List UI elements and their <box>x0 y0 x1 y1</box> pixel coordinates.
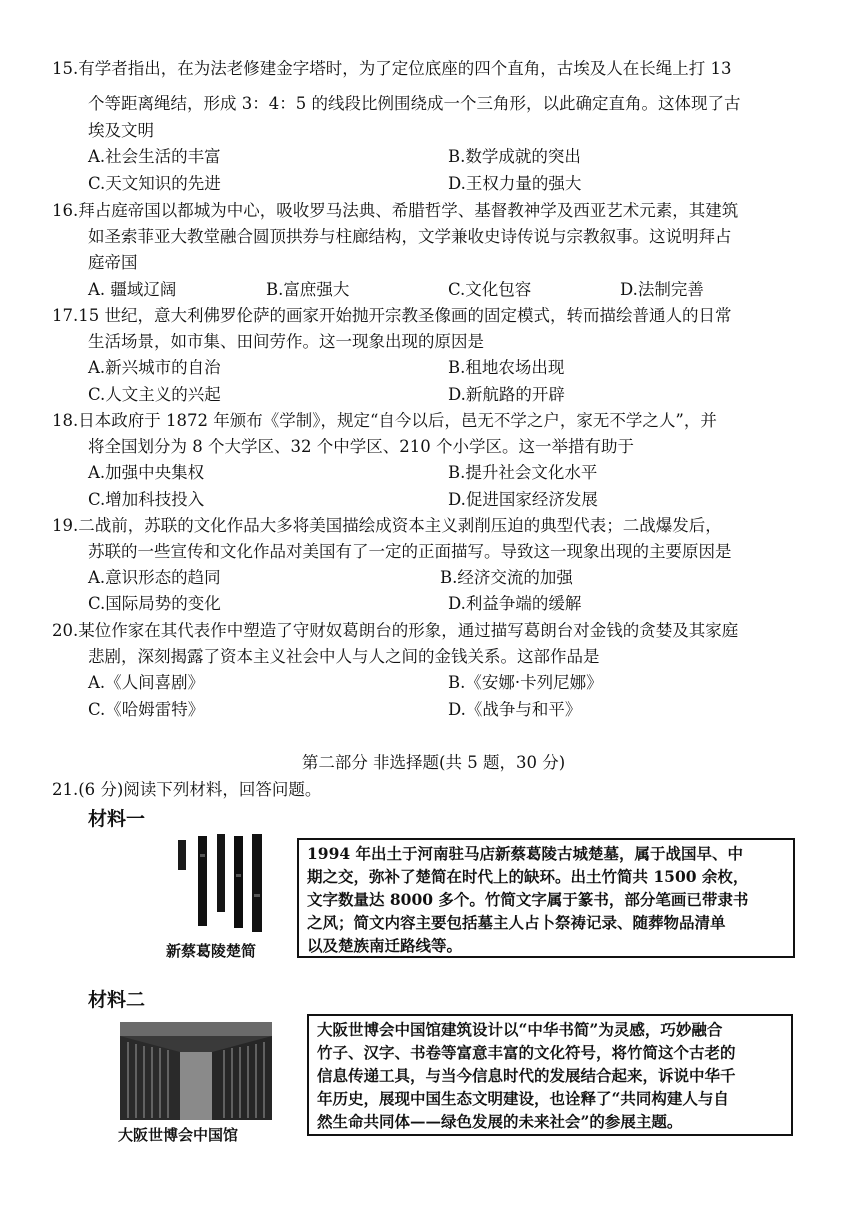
option-c: C.《哈姆雷特》 <box>88 700 205 719</box>
option-a: A.意识形态的趋同 <box>88 568 221 587</box>
option-d: D.王权力量的强大 <box>448 174 582 193</box>
material-line: 期之交，弥补了楚简在时代上的缺环。出土竹简共 1500 余枚， <box>307 867 749 886</box>
option-d: D.新航路的开辟 <box>448 385 565 404</box>
material-line: 竹子、汉字、书卷等富意丰富的文化符号，将竹简这个古老的 <box>317 1043 736 1062</box>
question-stem-line: 将全国划分为 8 个大学区、32 个中学区、210 个小学区。这一举措有助于 <box>88 437 634 456</box>
option-b: B.《安娜·卡列尼娜》 <box>448 673 603 692</box>
option-a: A.社会生活的丰富 <box>88 147 221 166</box>
material-2-text-box <box>307 1014 793 1136</box>
question-stem-line: 埃及文明 <box>88 121 154 140</box>
option-b: B.租地农场出现 <box>448 358 565 377</box>
option-b: B.提升社会文化水平 <box>448 463 598 482</box>
material-1-caption: 新蔡葛陵楚简 <box>166 942 257 960</box>
material-line: 信息传递工具，与当今信息时代的发展结合起来，诉说中华千 <box>317 1066 736 1085</box>
material-2-label: 材料二 <box>88 989 146 1011</box>
material-line: 以及楚族南迁路线等。 <box>307 936 463 955</box>
option-c: C.增加科技投入 <box>88 490 205 509</box>
material-line: 大阪世博会中国馆建筑设计以“中华书简”为灵感，巧妙融合 <box>317 1020 723 1039</box>
option-a: A. 疆域辽阔 <box>88 280 177 299</box>
option-d: D.促进国家经济发展 <box>448 490 598 509</box>
question-stem-line: 15.有学者指出，在为法老修建金字塔时，为了定位底座的四个直角，古埃及人在长绳上打 13 <box>52 59 732 78</box>
material-2-caption: 大阪世博会中国馆 <box>118 1126 239 1144</box>
option-a: A.加强中央集权 <box>88 463 205 482</box>
option-b: B.经济交流的加强 <box>440 568 573 587</box>
option-c: C.国际局势的变化 <box>88 594 221 613</box>
question-stem-line: 庭帝国 <box>88 253 138 272</box>
material-line: 之风；简文内容主要包括墓主人占卜祭祷记录、随葬物品清单 <box>307 913 726 932</box>
question-stem-line: 生活场景，如市集、田间劳作。这一现象出现的原因是 <box>88 332 484 351</box>
question-stem-line: 苏联的一些宣传和文化作品对美国有了一定的正面描写。导致这一现象出现的主要原因是 <box>88 542 732 561</box>
option-d: D.《战争与和平》 <box>448 700 582 719</box>
option-c: C.人文主义的兴起 <box>88 385 221 404</box>
option-c: C.文化包容 <box>448 280 532 299</box>
china-pavilion-image <box>120 1022 272 1120</box>
bamboo-slips-image <box>170 834 280 934</box>
option-b: B.数学成就的突出 <box>448 147 581 166</box>
option-c: C.天文知识的先进 <box>88 174 221 193</box>
material-line: 年历史，展现中国生态文明建设，也诠释了“共同构建人与自 <box>317 1089 729 1108</box>
material-1-label: 材料一 <box>88 808 146 830</box>
option-d: D.法制完善 <box>620 280 704 299</box>
option-d: D.利益争端的缓解 <box>448 594 582 613</box>
material-1-text-box <box>297 838 795 958</box>
question-stem-line: 17.15 世纪，意大利佛罗伦萨的画家开始抛开宗教圣像画的固定模式，转而描绘普通人的日常 <box>52 306 732 325</box>
question-stem-line: 如圣索菲亚大教堂融合圆顶拱券与柱廊结构，文学兼收史诗传说与宗教叙事。这说明拜占 <box>88 227 732 246</box>
question-stem-line: 16.拜占庭帝国以都城为中心，吸收罗马法典、希腊哲学、基督教神学及西亚艺术元素，其建筑 <box>52 201 739 220</box>
question-stem-line: 19.二战前，苏联的文化作品大多将美国描绘成资本主义剥削压迫的典型代表；二战爆发后， <box>52 516 722 535</box>
option-a: A.新兴城市的自治 <box>88 358 221 377</box>
material-line: 1994 年出土于河南驻马店新蔡葛陵古城楚墓，属于战国早、中 <box>307 844 744 863</box>
option-b: B.富庶强大 <box>266 280 350 299</box>
material-line: 文字数量达 8000 多个。竹简文字属于篆书，部分笔画已带隶书 <box>307 890 749 909</box>
question-stem-line: 20.某位作家在其代表作中塑造了守财奴葛朗台的形象，通过描写葛朗台对金钱的贪婪及其家庭 <box>52 621 739 640</box>
material-line: 然生命共同体——绿色发展的未来社会”的参展主题。 <box>317 1112 683 1131</box>
question-stem-line: 18.日本政府于 1872 年颁布《学制》，规定“自今以后，邑无不学之户，家无不学之人”，并 <box>52 411 717 430</box>
option-a: A.《人间喜剧》 <box>88 673 205 692</box>
question-stem-line: 悲剧，深刻揭露了资本主义社会中人与人之间的金钱关系。这部作品是 <box>88 647 600 666</box>
question-stem-line: 21.(6 分)阅读下列材料，回答问题。 <box>52 780 322 799</box>
question-stem-line: 个等距离绳结，形成 3：4：5 的线段比例围绕成一个三角形，以此确定直角。这体现了古 <box>88 94 741 113</box>
section-title: 第二部分 非选择题(共 5 题，30 分) <box>301 753 566 772</box>
